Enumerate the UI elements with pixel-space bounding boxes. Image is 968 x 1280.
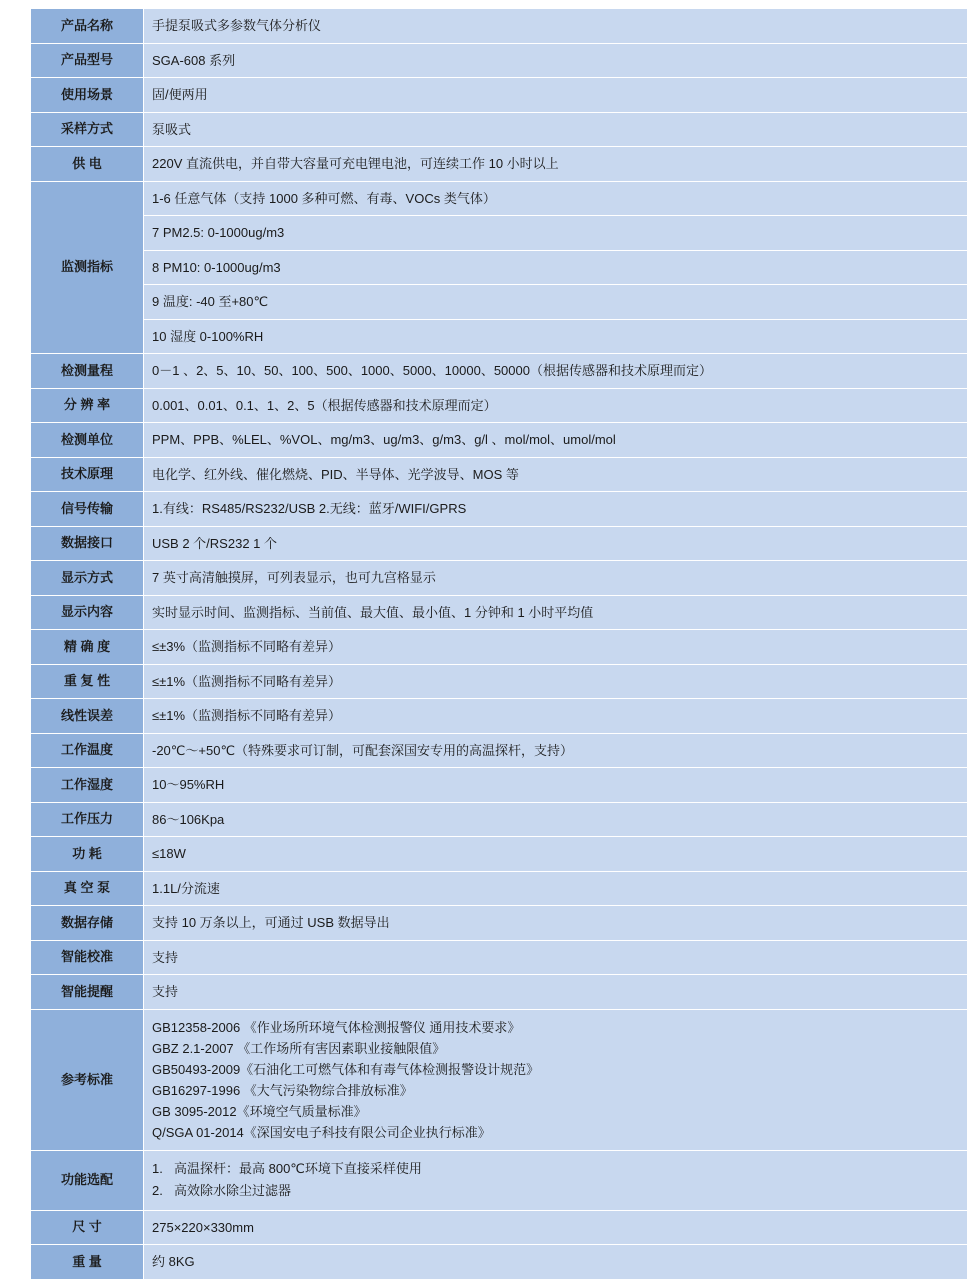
row-value: 固/便两用: [144, 78, 968, 113]
row-label: 技术原理: [31, 457, 144, 492]
table-row: [31, 1245, 968, 1280]
row-value: USB 2 个/RS232 1 个: [144, 526, 968, 561]
table-row: [31, 78, 968, 113]
row-value: PPM、PPB、%LEL、%VOL、mg/m3、ug/m3、g/m3、g/l 、mol/mol、umol/mol: [144, 423, 968, 458]
table-row: [31, 975, 968, 1010]
row-label: 线性误差: [31, 699, 144, 734]
table-row: [31, 699, 968, 734]
sub-row: 1-6 任意气体（支持 1000 多种可燃、有毒、VOCs 类气体）: [144, 182, 967, 217]
option-number: 2.: [152, 1183, 163, 1199]
row-label: 检测单位: [31, 423, 144, 458]
row-value: ≤±3%（监测指标不同略有差异）: [144, 630, 968, 665]
row-label: 显示方式: [31, 561, 144, 596]
table-row: [31, 906, 968, 941]
sub-row: 7 PM2.5: 0-1000ug/m3: [144, 216, 967, 251]
standard-line: Q/SGA 01-2014《深国安电子科技有限公司企业执行标准》: [152, 1124, 491, 1140]
row-value: 支持 10 万条以上，可通过 USB 数据导出: [144, 906, 968, 941]
row-label: 工作湿度: [31, 768, 144, 803]
row-label: 尺 寸: [31, 1210, 144, 1245]
row-value: 支持: [144, 940, 968, 975]
row-value: 0－1 、2、5、10、50、100、500、1000、5000、10000、50000（根据传感器和技术原理而定）: [144, 354, 968, 389]
row-value: 86～106Kpa: [144, 802, 968, 837]
row-label: 真 空 泵: [31, 871, 144, 906]
row-label: 重 量: [31, 1245, 144, 1280]
row-label: 参考标准: [31, 1009, 144, 1150]
row-label: 产品名称: [31, 9, 144, 44]
table-row: [31, 664, 968, 699]
row-value: 电化学、红外线、催化燃烧、PID、半导体、光学波导、MOS 等: [144, 457, 968, 492]
product-spec-table: [30, 8, 968, 1280]
option-item: [152, 1158, 959, 1180]
row-value: 10～95%RH: [144, 768, 968, 803]
row-label: 检测量程: [31, 354, 144, 389]
table-row: [31, 802, 968, 837]
row-label: 数据接口: [31, 526, 144, 561]
row-value: SGA-608 系列: [144, 43, 968, 78]
table-row: [31, 630, 968, 665]
table-row-reference-standards: [31, 1009, 968, 1150]
table-row: [31, 354, 968, 389]
row-value: [144, 1009, 968, 1150]
table-row: [31, 112, 968, 147]
row-label: 功 耗: [31, 837, 144, 872]
standard-line: GB50493-2009《石油化工可燃气体和有毒气体检测报警设计规范》: [152, 1061, 540, 1077]
table-row-monitoring-targets: [31, 181, 968, 354]
row-label: 智能校准: [31, 940, 144, 975]
standard-line: GB16297-1996 《大气污染物综合排放标准》: [152, 1082, 413, 1098]
sub-row: 9 温度: -40 至+80℃: [144, 285, 967, 320]
row-label: 工作压力: [31, 802, 144, 837]
row-label: 数据存储: [31, 906, 144, 941]
table-row: [31, 526, 968, 561]
row-value: 约 8KG: [144, 1245, 968, 1280]
table-row: [31, 43, 968, 78]
sub-row: 8 PM10: 0-1000ug/m3: [144, 251, 967, 286]
row-label: 精 确 度: [31, 630, 144, 665]
row-label: 分 辨 率: [31, 388, 144, 423]
row-label: 监测指标: [31, 181, 144, 354]
table-row: [31, 768, 968, 803]
option-text: 高温探杆：最高 800℃环境下直接采样使用: [174, 1160, 422, 1176]
row-label: 显示内容: [31, 595, 144, 630]
row-value: 支持: [144, 975, 968, 1010]
row-value: 275×220×330mm: [144, 1210, 968, 1245]
row-value: ≤18W: [144, 837, 968, 872]
row-value: -20℃～+50℃（特殊要求可订制，可配套深国安专用的高温探杆，支持）: [144, 733, 968, 768]
table-row: [31, 388, 968, 423]
row-value: 220V 直流供电，并自带大容量可充电锂电池，可连续工作 10 小时以上: [144, 147, 968, 182]
row-value: ≤±1%（监测指标不同略有差异）: [144, 699, 968, 734]
row-value: 0.001、0.01、0.1、1、2、5（根据传感器和技术原理而定）: [144, 388, 968, 423]
table-row: [31, 9, 968, 44]
row-label: 功能选配: [31, 1150, 144, 1210]
table-row: [31, 147, 968, 182]
row-label: 智能提醒: [31, 975, 144, 1010]
row-label: 工作温度: [31, 733, 144, 768]
row-value: 手提泵吸式多参数气体分析仪: [144, 9, 968, 44]
row-label: 重 复 性: [31, 664, 144, 699]
row-label: 使用场景: [31, 78, 144, 113]
option-item: [152, 1180, 959, 1202]
table-row: [31, 837, 968, 872]
row-label: 采样方式: [31, 112, 144, 147]
row-value: 泵吸式: [144, 112, 968, 147]
table-row: [31, 871, 968, 906]
row-value: 1.1L/分流速: [144, 871, 968, 906]
table-row: [31, 423, 968, 458]
table-body: [31, 9, 968, 1280]
standard-line: GB12358-2006 《作业场所环境气体检测报警仪 通用技术要求》: [152, 1019, 521, 1035]
row-label: 产品型号: [31, 43, 144, 78]
row-label: 信号传输: [31, 492, 144, 527]
table-row-optional-functions: [31, 1150, 968, 1210]
table-row: [31, 457, 968, 492]
row-value: 7 英寸高清触摸屏，可列表显示，也可九宫格显示: [144, 561, 968, 596]
row-label: 供 电: [31, 147, 144, 182]
table-row: [31, 492, 968, 527]
row-value: [144, 181, 968, 354]
standard-line: GB 3095-2012《环境空气质量标准》: [152, 1103, 367, 1119]
table-row: [31, 1210, 968, 1245]
row-value: [144, 1150, 968, 1210]
standard-line: GBZ 2.1-2007 《工作场所有害因素职业接触限值》: [152, 1040, 446, 1056]
option-number: 1.: [152, 1160, 163, 1176]
row-value: ≤±1%（监测指标不同略有差异）: [144, 664, 968, 699]
row-value: 实时显示时间、监测指标、当前值、最大值、最小值、1 分钟和 1 小时平均值: [144, 595, 968, 630]
table-row: [31, 595, 968, 630]
sub-row: 10 湿度 0-100%RH: [152, 328, 264, 344]
table-row: [31, 561, 968, 596]
row-value: 1.有线：RS485/RS232/USB 2.无线：蓝牙/WIFI/GPRS: [144, 492, 968, 527]
table-row: [31, 940, 968, 975]
option-text: 高效除水除尘过滤器: [174, 1183, 292, 1199]
table-row: [31, 733, 968, 768]
